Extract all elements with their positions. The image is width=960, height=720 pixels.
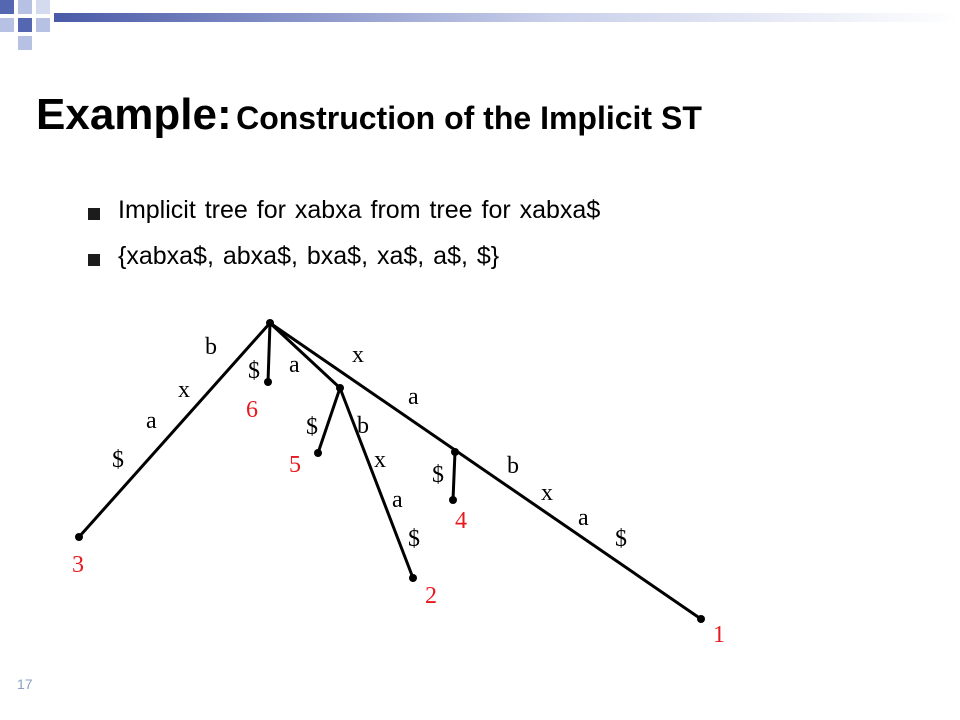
tree-edge: [318, 388, 340, 453]
edge-label: $: [432, 462, 444, 488]
edge-label: a: [146, 408, 157, 434]
tree-edge: [270, 323, 701, 619]
title-main: Example:: [36, 90, 232, 139]
edge-label: b: [357, 413, 369, 439]
edge-label: x: [352, 342, 364, 368]
tree-edge: [268, 323, 270, 382]
edge-label: $: [112, 447, 124, 473]
bullet-text: Implicit tree for xabxa from tree for xabxa$: [118, 196, 601, 224]
edge-label: a: [408, 384, 419, 410]
edge-label: a: [578, 505, 589, 531]
edge-label: $: [248, 358, 260, 384]
tree-edge: [340, 388, 413, 578]
edge-label: a: [392, 487, 403, 513]
tree-node: [449, 496, 457, 504]
edge-label: x: [374, 447, 386, 473]
edge-label: $: [615, 526, 627, 552]
edge-label: x: [178, 377, 190, 403]
tree-node: [264, 378, 272, 386]
tree-edge: [270, 323, 340, 388]
bullet-text: {xabxa$, abxa$, bxa$, xa$, a$, $}: [118, 242, 500, 270]
tree-node: [336, 384, 344, 392]
leaf-number: 4: [455, 508, 467, 534]
tree-node: [409, 574, 417, 582]
leaf-number: 1: [713, 622, 725, 648]
tree-node: [314, 449, 322, 457]
leaf-number: 5: [289, 452, 301, 478]
edge-label: b: [507, 453, 519, 479]
edge-label: a: [289, 352, 300, 378]
tree-edge: [453, 452, 455, 500]
leaf-number: 6: [246, 397, 258, 423]
tree-node: [75, 533, 83, 541]
tree-node: [266, 319, 274, 327]
leaf-number: 2: [425, 583, 437, 609]
tree-edge: [79, 323, 270, 537]
edge-label: b: [205, 334, 217, 360]
edge-label: $: [306, 414, 318, 440]
tree-node: [697, 615, 705, 623]
edge-label: $: [408, 526, 420, 552]
tree-node: [451, 448, 459, 456]
title-sub: Construction of the Implicit ST: [236, 100, 702, 136]
edge-label: x: [541, 480, 553, 506]
leaf-number: 3: [72, 552, 84, 578]
slide-number: 17: [17, 676, 33, 692]
